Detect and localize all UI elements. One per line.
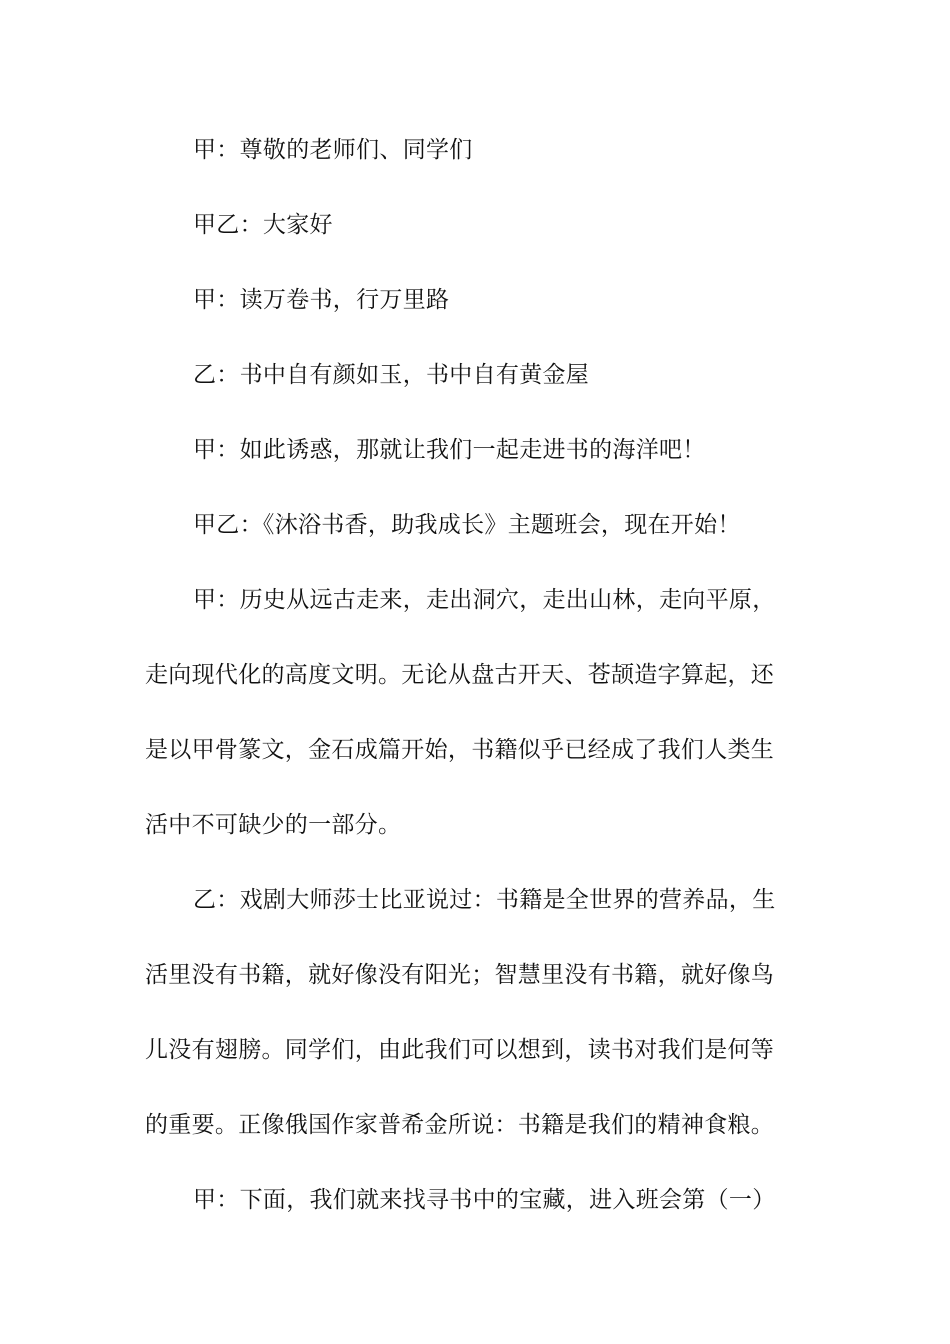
text-line-11: 乙：戏剧大师莎士比亚说过：书籍是全世界的营养品，生 [193, 887, 776, 913]
text-line-13: 儿没有翅膀。同学们，由此我们可以想到，读书对我们是何等 [145, 1037, 775, 1063]
text-line-10: 活中不可缺少的一部分。 [145, 812, 402, 838]
text-line-7: 甲：历史从远古走来，走出洞穴，走出山林，走向平原， [193, 587, 776, 613]
text-line-14: 的重要。正像俄国作家普希金所说：书籍是我们的精神食粮。 [145, 1112, 775, 1138]
text-line-2: 甲乙：大家好 [193, 212, 333, 238]
text-line-15: 甲：下面，我们就来找寻书中的宝藏，进入班会第（一） [193, 1187, 776, 1213]
text-line-9: 是以甲骨篆文，金石成篇开始，书籍似乎已经成了我们人类生 [145, 737, 775, 763]
text-line-6: 甲乙：《沐浴书香，助我成长》主题班会，现在开始！ [193, 512, 741, 538]
text-line-8: 走向现代化的高度文明。无论从盘古开天、苍颉造字算起，还 [145, 662, 775, 688]
text-line-5: 甲：如此诱惑，那就让我们一起走进书的海洋吧！ [193, 437, 706, 463]
text-line-1: 甲：尊敬的老师们、同学们 [193, 137, 473, 163]
text-line-4: 乙：书中自有颜如玉，书中自有黄金屋 [193, 362, 590, 388]
text-line-12: 活里没有书籍，就好像没有阳光；智慧里没有书籍，就好像鸟 [145, 962, 775, 988]
text-line-3: 甲：读万卷书，行万里路 [193, 287, 450, 313]
